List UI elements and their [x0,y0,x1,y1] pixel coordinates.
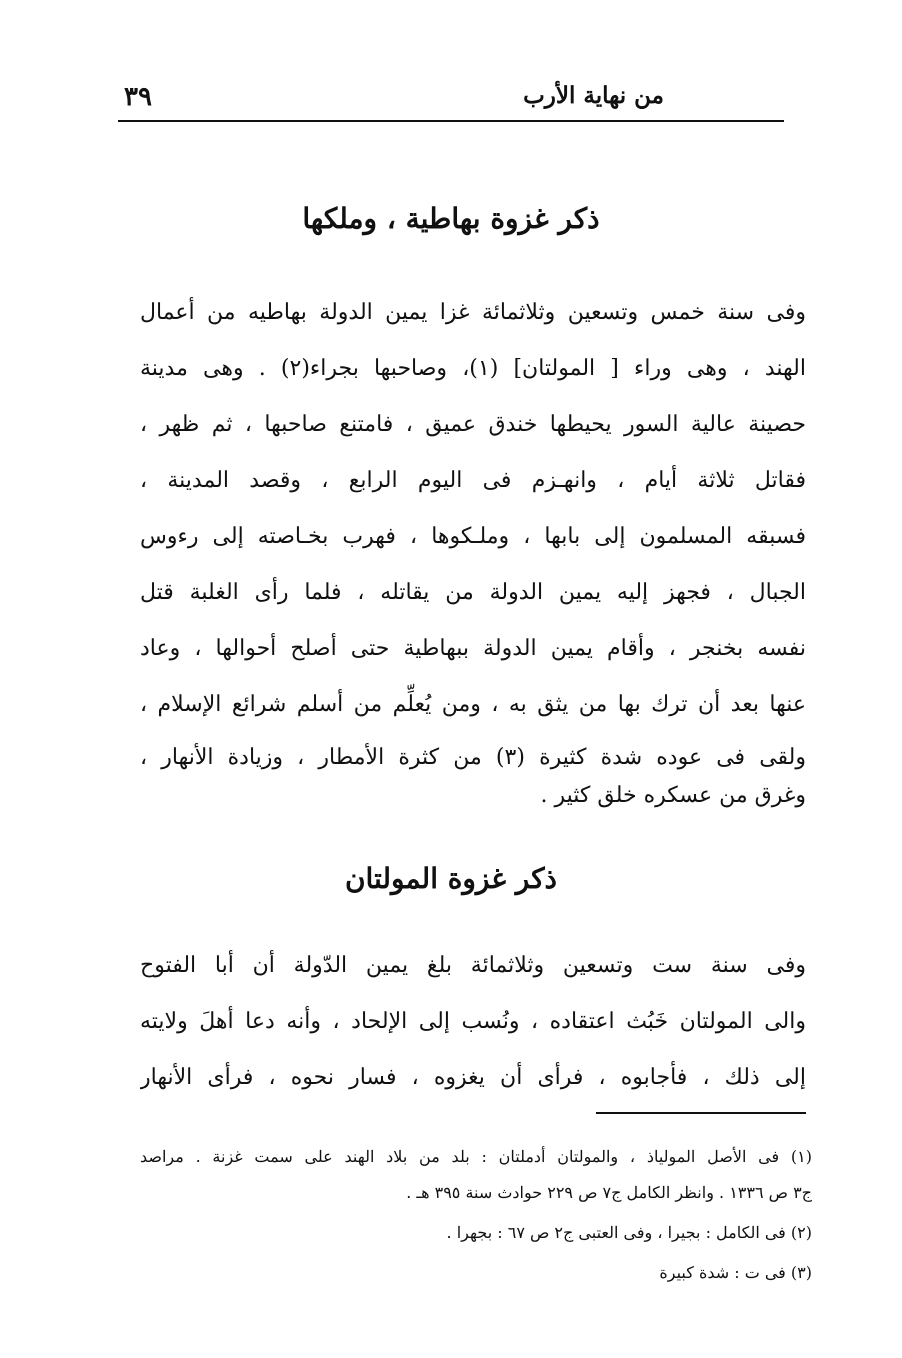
paragraph-line: وغرق من عسكره خلق كثير . [540,783,806,808]
running-title: من نهاية الأرب [523,82,664,109]
section-title: ذكر غزوة المولتان [344,862,558,895]
header-rule [118,120,784,122]
footnote-rule [596,1112,806,1114]
running-header [118,78,784,118]
paragraph-line: إلى ذلك ، فأجابوه ، فرأى أن يغزوه ، فسار نحوه ، فرأى الأنهار [140,1065,806,1090]
paragraph-line: الهند ، وهى وراء [ المولتان] (١)، وصاحبها بجراء(٢) . وهى مدينة [140,356,806,381]
paragraph-line: وفى سنة ست وتسعين وثلاثمائة بلغ يمين الدّولة أن أبا الفتوح [140,953,806,978]
paragraph-line: نفسه بخنجر ، وأقام يمين الدولة ببهاطية حتى أصلح أحوالها ، وعاد [140,636,806,661]
paragraph-line: ولقى فى عوده شدة كثيرة (٣) من كثرة الأمطار ، وزيادة الأنهار ، [140,745,806,770]
paragraph-line: وفى سنة خمس وتسعين وثلاثمائة غزا يمين الدولة بهاطيه من أعمال [140,300,806,325]
paragraph-line: والى المولتان خَبُث اعتقاده ، ونُسب إلى الإلحاد ، وأنه دعا أهلَ ولايته [140,1009,806,1034]
section-title: ذكر غزوة بهاطية ، وملكها [302,202,600,235]
page-number: ٣٩ [124,82,152,112]
footnote-line: (١) فى الأصل المولياذ ، والمولتان أدملتان : بلد من بلاد الهند على سمت غزنة . مراصد [140,1147,812,1166]
footnote-line: (٢) فى الكامل : بجيرا ، وفى العتبى ج٢ ص ٦٧ : بجهرا . [446,1223,812,1242]
footnote-line: (٣) فى ت : شدة كبيرة [659,1263,812,1282]
paragraph-line: الجبال ، فجهز إليه يمين الدولة من يقاتله ، فلما رأى الغلبة قتل [140,580,806,605]
footnote-line: ج٣ ص ١٣٣٦ . وانظر الكامل ج٧ ص ٢٢٩ حوادث سنة ٣٩٥ هـ . [406,1183,812,1202]
paragraph-line: فسبقه المسلمون إلى بابها ، وملـكوها ، فهرب بخـاصته إلى رءوس [140,524,806,549]
paragraph-line: عنها بعد أن ترك بها من يثق به ، ومن يُعلِّم من أسلم شرائع الإسلام ، [140,692,806,717]
paragraph-line: فقاتل ثلاثة أيام ، وانهـزم فى اليوم الرابع ، وقصد المدينة ، [140,468,806,493]
paragraph-line: حصينة عالية السور يحيطها خندق عميق ، فامتنع صاحبها ، ثم ظهر ، [140,412,806,437]
